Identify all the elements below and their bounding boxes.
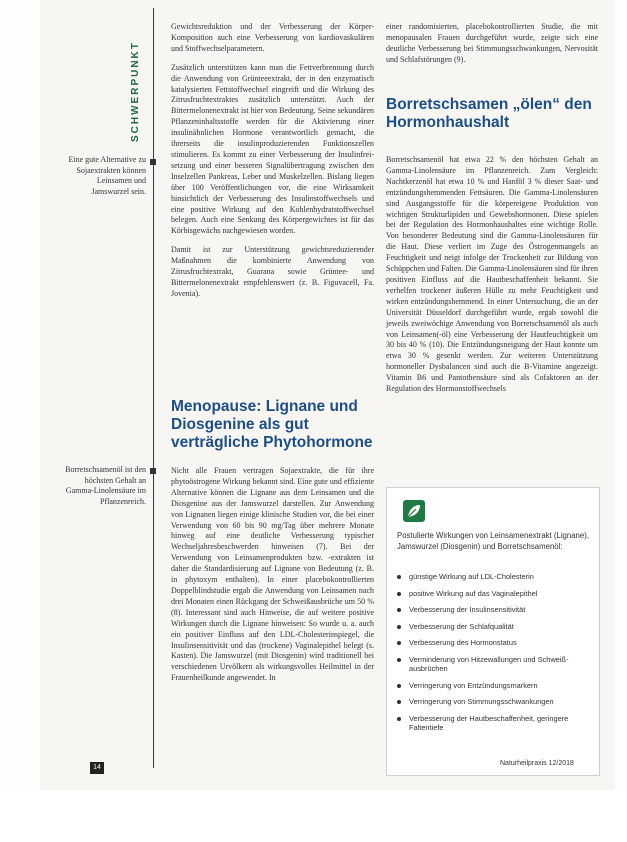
info-box — [386, 487, 600, 776]
list-item: günstige Wirkung auf LDL-Cholesterin — [397, 572, 593, 582]
bullet-icon — [397, 608, 401, 612]
bullet-icon — [397, 625, 401, 629]
margin-note-soja: Eine gute Alternative zu Sojaextrakten können Leinsamen und Jamswurzel sein. — [68, 155, 146, 196]
list-item: Verbesserung der Insulinsensitivität — [397, 605, 593, 615]
paragraph: Damit ist zur Unterstützung gewichtsreduzierender Maßnahmen die kombinierte Anwendung von Zitrusfruchtextrakt, Guarana sowie Grüntee- und Bittermelonenextrakt empfehlenswert (z. B. Figuvacell, Fa. Jovenia). — [171, 245, 374, 298]
bullet-icon — [397, 575, 401, 579]
footer-issue: Naturheilpraxis 12/2018 — [500, 760, 574, 767]
list-item: positive Wirkung auf das Vaginalepithel — [397, 589, 593, 599]
list-item: Verminderung von Hitzewallungen und Schweißausbrüchen — [397, 655, 593, 674]
section-heading-borretsch: Borretschsamen „ölen“ den Hormonhaushalt — [386, 96, 592, 131]
text-column-right-lower — [386, 155, 598, 403]
bullet-icon — [397, 658, 401, 662]
paragraph: einer randomisierten, placebokontrollierten Studie, die mit menopausalen Frauen durchgeführt wurde, zeigte sich eine deutliche Verbesserung bei Stimmungsschwankungen, Nervosität und Schlafstörungen (9). — [386, 22, 598, 64]
text-column-right — [386, 22, 598, 74]
effects-list — [397, 572, 593, 740]
info-box-intro: Postulierte Wirkungen von Leinsamenextrakt (Lignane), Jamswurzel (Diosgenin) und Borretschsamenöl: — [397, 531, 589, 551]
bullet-icon — [397, 592, 401, 596]
paragraph: Zusätzlich unterstützen kann man die Fettverbrennung durch die Anwendung von Grünteeextrakt, der in den enzymatisch katalysierten Fettstoffwechsel eingreift und die Wirkung des Zitrusfruchtextraktes zusätzlich unterstützt. Auch der Bittermelonenextrakt ist hier von Bedeutung. Seine sekundären Pflanzeninhaltsstoffe werden für die Aktivierung einer insulinähnlichen Hormone verantwortlich gemacht, die ihrerseits die insulinproduzierenden Funktionszellen stimulieren. Es kommt zu einer Verbesserung der Insulinfreisetzung und einer besseren Signalübertragung zwischen den Inselzellen Pankreas, Leber und Muskelzellen. Bislang liegen über 100 Veröffentlichungen vor, die eine Wirksamkeit hinsichtlich der Verbesserung des Insulinstoffwechsels und eine positive Wirkung auf den Kohlenhydratstoffwechsel belegen. Auch eine Senkung des Körpergewichtes ist für das Körbisgewächs nachgewiesen worden. — [171, 62, 374, 236]
margin-note-borretsch: Borretschsamenöl ist den höchsten Gehalt an Gamma-Linolensäure im Pflanzenreich. — [65, 465, 146, 506]
bullet-icon — [397, 684, 401, 688]
list-item: Verbesserung des Hormonstatus — [397, 638, 593, 648]
bullet-icon — [397, 717, 401, 721]
margin-marker — [150, 468, 156, 474]
section-label: SCHWERPUNKT — [130, 41, 141, 142]
list-item: Verringerung von Stimmungsschwankungen — [397, 697, 593, 707]
paragraph: Nicht alle Frauen vertragen Sojaextrakte, die für ihre phytoöstrogene Wirkung bekannt sind. Eine gute und effiziente Alternative können die Lignane aus dem Leinsamen und die Diosgenine aus der Jamswurzel darstellen. Zur Anwendung von Lignanen liegen einige klinische Studien vor, die bei einer Verwendung von 60 bis 90 mg/Tag über mehrere Monate hinweg auf eine deutliche Verbesserung typischer Wechseljahresbeschwerden hinweisen (7). Bei der Verwendung von Leinsamenprodukten bzw. -extrakten ist daher die Standardisierung auf Lignane von Bedeutung (z. B. in phytoxym enthalten). In einer placebokontrollierten Doppelblindstudie ergab die Anwendung von Leinsamen nach drei Monaten einen Rückgang der Schweißausbrüche um 50 % (8). Interessant sind auch Hinweise, die auf weitere positive Wirkungen durch die Lignane hinweisen: So wurde u. a. auch ein positiver Einfluss auf den LDL-Cholesterinspiegel, die Insulinsensitivität und das (trockene) Vaginalepithel belegt (s. Kasten). Die Jamswurzel (mit Diosgenin) wird traditionell bei verschiedenen Urvölkern als wirkungsvolles Heilmittel in der Frauenheilkunde angewendet. In — [171, 466, 374, 683]
bullet-icon — [397, 641, 401, 645]
text-column-left-lower — [171, 466, 374, 692]
margin-marker — [150, 159, 156, 165]
page-number: 14 — [90, 762, 104, 774]
list-item: Verbesserung der Schlafqualität — [397, 622, 593, 632]
list-item: Verbesserung der Hautbeschaffenheit, geringere Faltentiefe — [397, 714, 593, 733]
paragraph: Borretschsamenöl hat etwa 22 % den höchsten Gehalt an Gamma-Linolensäure im Pflanzenreich. Zum Vergleich: Nachtkerzenöl hat etwa 10 % und Hanföl 3 % dieser Saat- und entzündungshemmenden Fettsäuren. Die Gamma-Linolensäuren sind Ausgangsstoffe für die körpereigene Produktion von wichtigen Strukturlipiden und Gewebshormonen. Diese spielen bei der Regulation des Hormonhaushaltes eine wichtige Rolle. Von besonderer Bedeutung sind die Gamma-Linolensäuren für die Haut. Diese verliert im Zuge des Östrogenmangels an Feuchtigkeit und neigt infolge der Trockenheit zur Bildung von Schüppchen und Falten. Die Gamma-Linolensäuren sind für ihren positiven Einfluss auf die Hautbeschaffenheit bekannt. Sie verhelfen trockener äußeren Hülle zu mehr Feuchtigkeit und wirken entzündungshemmend. In einer Untersuchung, die an der Universität Düsseldorf durchgeführt wurde, ergab sowohl die jeweils zweiwöchige Anwendung von Borretschsamenöl als auch von Leinsamen(-öl) eine Verbesserung der Hautfeuchtigkeit um 30 bis 40 % (10). Die Entzündungsneigung der Haut konnte um etwa 30 % gesenkt werden. Zur weiteren Unterstützung hormoneller Dysbalancen sind auch die B-Vitamine angezeigt. Vitamin B6 und Pantothensäure sind als Cofaktoren an der Regulation des Hormonstoffwechsels — [386, 155, 598, 394]
list-item: Verringerung von Entzündungsmarkern — [397, 681, 593, 691]
text-column-left — [171, 22, 374, 308]
leaf-icon — [403, 500, 425, 522]
scan-background — [0, 788, 627, 842]
bullet-icon — [397, 700, 401, 704]
paragraph: Gewichtsreduktion und der Verbesserung der Körper-Komposition auch eine Verbesserung von kardiovaskulären und Stoffwechselparametern. — [171, 22, 374, 53]
section-heading-menopause: Menopause: Lignane und Diosgenine als gut verträgliche Phytohormone — [171, 398, 373, 451]
sidebar-rule — [153, 8, 154, 768]
